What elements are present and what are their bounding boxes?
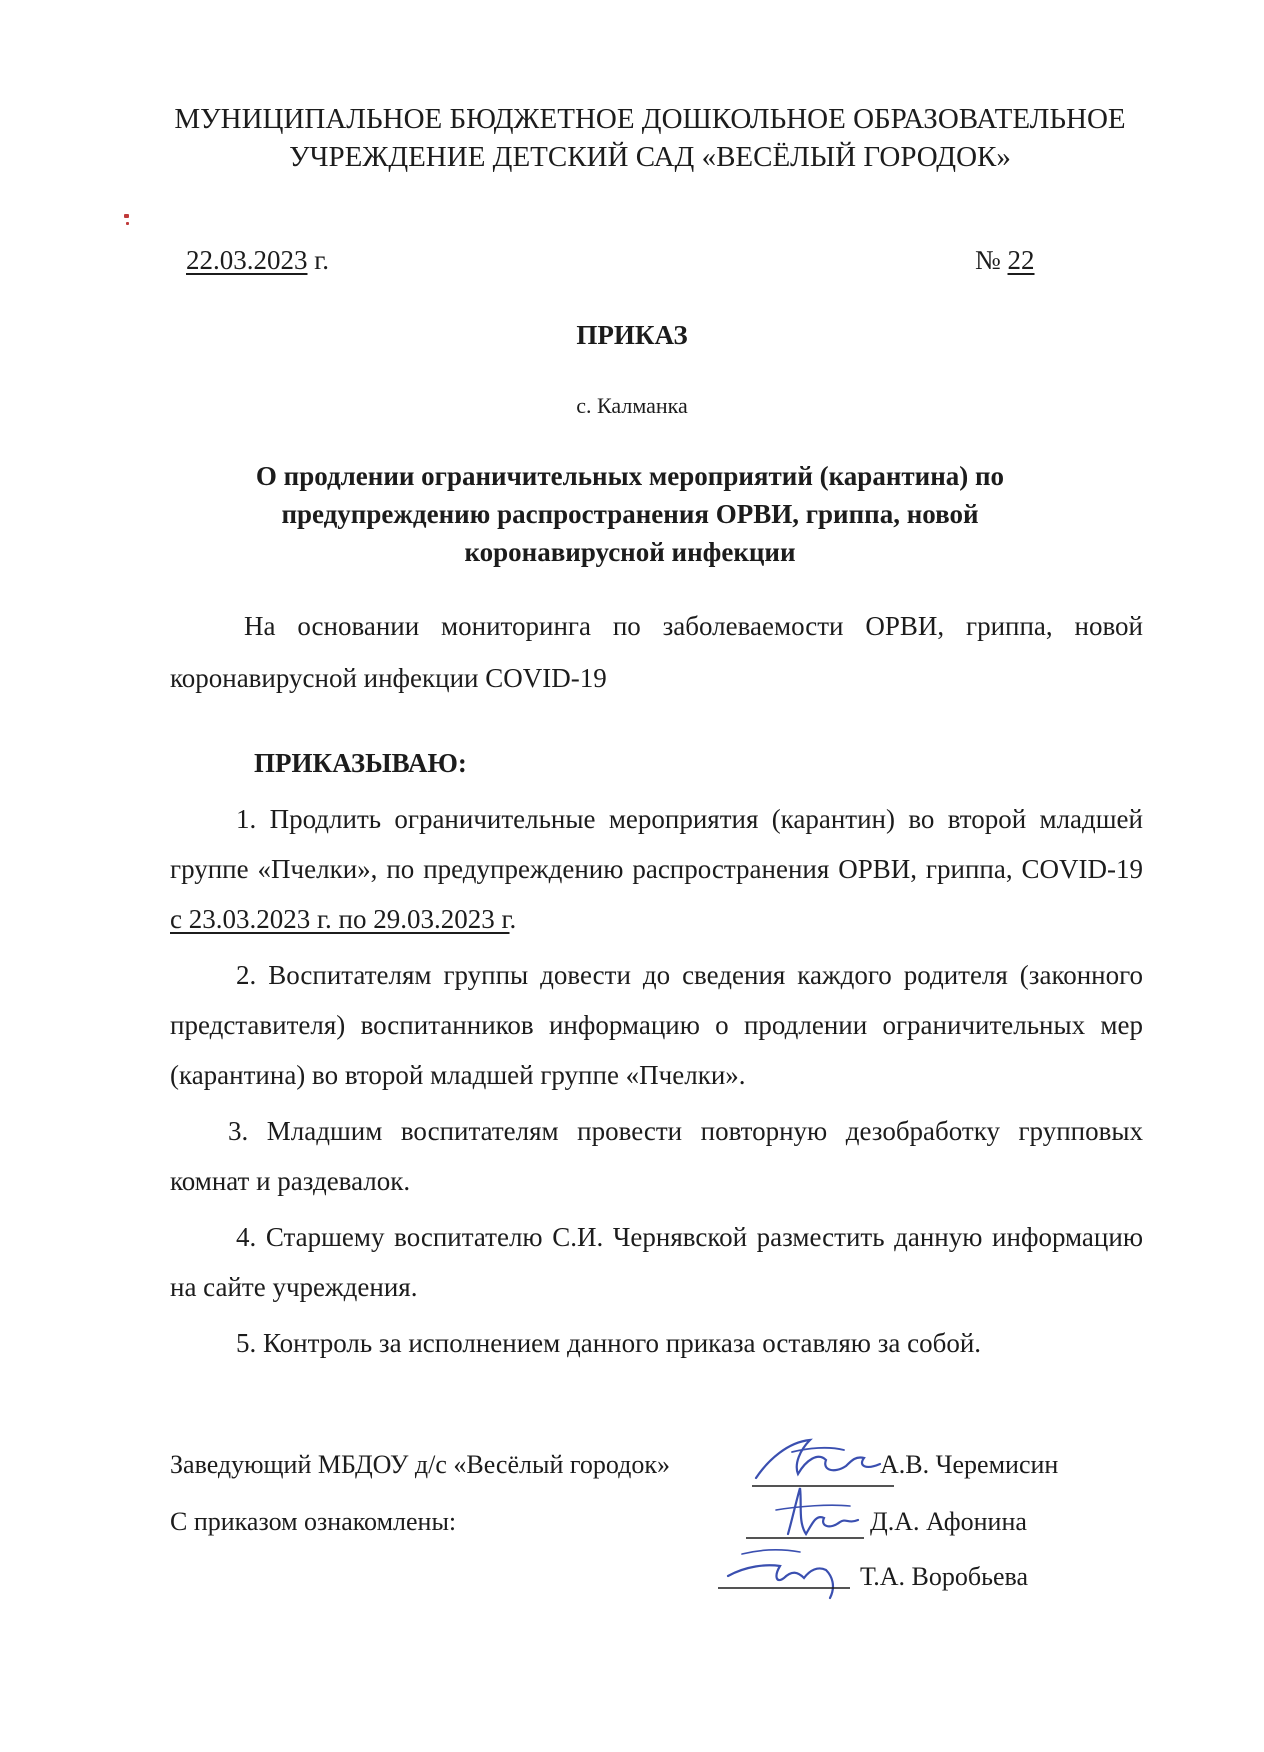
order-word: ПРИКАЗЫВАЮ: (254, 748, 467, 778)
organization-line-2: УЧРЕЖДЕНИЕ ДЕТСКИЙ САД «ВЕСЁЛЫЙ ГОРОДОК» (289, 141, 1011, 173)
order-date (186, 245, 329, 276)
document-basis: На основании мониторинга по заболеваемости ОРВИ, гриппа, новой коронавирусной инфекции COVID-19 (170, 611, 1143, 693)
organization-line-1: МУНИЦИПАЛЬНОЕ БЮДЖЕТНОЕ ДОШКОЛЬНОЕ ОБРАЗОВАТЕЛЬНОЕ (174, 103, 1126, 135)
scan-speck (126, 222, 129, 225)
order-item-2: 2. Воспитателям группы довести до сведения каждого родителя (законного представителя) воспитанников информацию о продлении ограничительных мер (карантина) во второй младшей группе «Пчелки». (170, 960, 1143, 1090)
head-signature-label: Заведующий МБДОУ д/с «Весёлый городок» (170, 1450, 670, 1479)
order-date-suffix: г. (307, 245, 330, 275)
organization-name (120, 100, 1180, 176)
order-number-label: № (975, 245, 1008, 275)
document-title: ПРИКАЗ (576, 320, 688, 350)
order-item-3: 3. Младшим воспитателям провести повторную дезобработку групповых комнат и раздевалок. (170, 1116, 1143, 1196)
person-3-name: Т.А. Воробьева (860, 1562, 1028, 1591)
document-place: с. Калманка (576, 393, 688, 418)
person-3-signature (718, 1536, 868, 1606)
scan-speck (124, 214, 129, 218)
order-item-1-text: 1. Продлить ограничительные мероприятия (карантин) во второй младшей группе «Пчелки», по предупреждению распространения ОРВИ, гриппа, COVID-19 (170, 804, 1143, 884)
order-item-1-period: с 23.03.2023 г. по 29.03.2023 г (170, 904, 510, 934)
order-number-value: 22 (1007, 245, 1035, 275)
acquainted-label: С приказом ознакомлены: (170, 1507, 457, 1536)
document-subject: О продлении ограничительных мероприятий (карантина) по предупреждению распространения ОРВИ, гриппа, новой коронавирусной инфекции (255, 461, 1005, 567)
head-name: А.В. Черемисин (880, 1450, 1059, 1479)
person-2-name: Д.А. Афонина (870, 1507, 1027, 1536)
order-items (170, 794, 1143, 1374)
order-item-4: 4. Старшему воспитателю С.И. Чернявской разместить данную информацию на сайте учреждения. (170, 1222, 1143, 1302)
order-number (975, 245, 1035, 276)
order-item-5: 5. Контроль за исполнением данного приказа оставляю за собой. (236, 1328, 982, 1358)
order-item-1 (170, 794, 1143, 944)
order-item-1-end: . (509, 904, 517, 934)
order-date-value: 22.03.2023 (186, 245, 308, 275)
